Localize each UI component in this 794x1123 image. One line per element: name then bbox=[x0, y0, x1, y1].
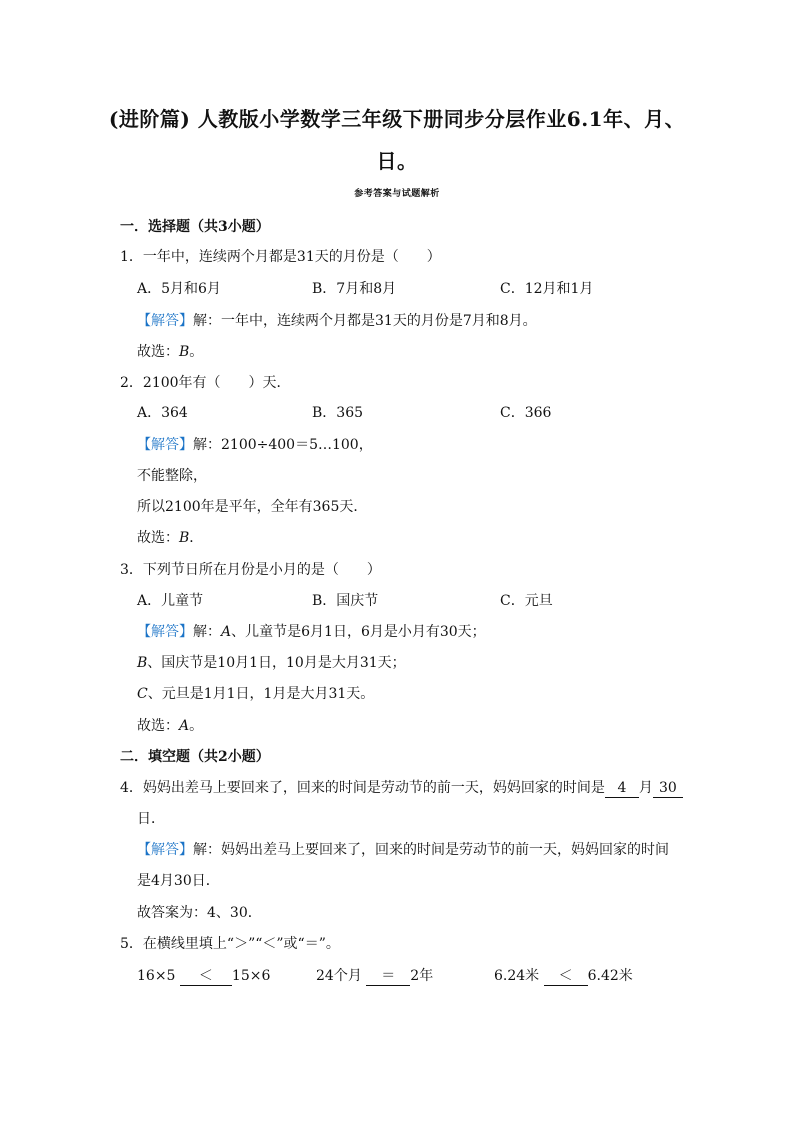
question-2-stem: 2．2100年有（ ）天． bbox=[120, 375, 291, 391]
question-4-stem bbox=[120, 778, 683, 798]
question-2-choice bbox=[137, 528, 203, 548]
question-1-option-a: A．5月和6月 bbox=[137, 281, 221, 297]
question-3-option-a: A．儿童节 bbox=[137, 593, 204, 609]
compare-left: 16×5 bbox=[137, 968, 176, 984]
question-3-answer-line-2 bbox=[137, 653, 406, 673]
compare-left: 24个月 bbox=[316, 968, 362, 984]
question-2-option-c: C．366 bbox=[500, 405, 552, 421]
compare-blank: ＜ bbox=[544, 967, 588, 986]
answer-item-letter: A bbox=[221, 624, 232, 640]
question-4-blank-day: 30 bbox=[653, 779, 683, 798]
question-4-stem-end: 日． bbox=[137, 811, 165, 827]
answer-tag: 【解答】 bbox=[137, 437, 193, 453]
question-3-answer-line-3 bbox=[137, 684, 374, 704]
question-5-item-2 bbox=[316, 966, 433, 986]
compare-right: 2年 bbox=[410, 968, 434, 984]
question-4-answer bbox=[137, 840, 669, 860]
choice-letter: B bbox=[179, 530, 190, 546]
choice-suffix: 。 bbox=[189, 344, 204, 360]
choice-suffix: 。 bbox=[189, 718, 204, 734]
question-5-stem: 5．在横线里填上“＞”“＜”或“＝”。 bbox=[120, 936, 340, 952]
question-4-final: 故答案为：4、30． bbox=[137, 905, 262, 921]
choice-prefix: 故选： bbox=[137, 344, 179, 360]
choice-prefix: 故选： bbox=[137, 530, 179, 546]
question-2-answer bbox=[137, 435, 373, 455]
question-2-option-b: B．365 bbox=[312, 405, 364, 421]
question-1-option-b: B．7月和8月 bbox=[312, 281, 397, 297]
document-subtitle: 参考答案与试题解析 bbox=[354, 189, 440, 199]
month-word: 月 bbox=[638, 780, 653, 796]
answer-text: 解：2100÷400＝5…100， bbox=[193, 437, 373, 453]
section-heading-fill: 二．填空题（共2小题） bbox=[120, 749, 270, 765]
question-2-option-a: A．364 bbox=[137, 405, 188, 421]
answer-prefix: 解： bbox=[193, 624, 221, 640]
section-heading-choice: 一．选择题（共3小题） bbox=[120, 219, 270, 235]
question-5-item-1 bbox=[137, 966, 270, 986]
question-1-choice bbox=[137, 342, 203, 362]
question-3-choice bbox=[137, 716, 203, 736]
answer-tag: 【解答】 bbox=[137, 313, 193, 329]
document-title: (进阶篇) 人教版小学数学三年级下册同步分层作业6.1年、月、日。 bbox=[108, 107, 686, 173]
choice-letter: A bbox=[179, 718, 190, 734]
question-1-answer bbox=[137, 311, 537, 331]
question-2-answer-line-2: 不能整除， bbox=[137, 468, 207, 484]
answer-tag: 【解答】 bbox=[137, 624, 193, 640]
answer-item-text: 、国庆节是10月1日，10月是大月31天； bbox=[147, 655, 406, 671]
question-2-answer-line-3: 所以2100年是平年，全年有365天． bbox=[137, 499, 368, 515]
answer-text: 解：妈妈出差马上要回来了，回来的时间是劳动节的前一天，妈妈回家的时间 bbox=[193, 842, 669, 858]
question-1-stem: 1．一年中，连续两个月都是31天的月份是（ ） bbox=[120, 249, 441, 265]
question-3-option-b: B．国庆节 bbox=[312, 593, 379, 609]
compare-left: 6.24米 bbox=[494, 968, 540, 984]
answer-item-letter: C bbox=[137, 686, 148, 702]
choice-prefix: 故选： bbox=[137, 718, 179, 734]
answer-tag: 【解答】 bbox=[137, 842, 193, 858]
choice-letter: B bbox=[179, 344, 190, 360]
question-3-stem: 3．下列节日所在月份是小月的是（ ） bbox=[120, 562, 381, 578]
question-3-option-c: C．元旦 bbox=[500, 593, 553, 609]
compare-right: 15×6 bbox=[231, 968, 271, 984]
question-1-option-c: C．12月和1月 bbox=[500, 281, 594, 297]
choice-suffix: ． bbox=[189, 530, 204, 546]
compare-right: 6.42米 bbox=[587, 968, 633, 984]
question-4-blank-month: 4 bbox=[605, 779, 639, 798]
answer-item-letter: B bbox=[137, 655, 148, 671]
question-4-stem-text: 4．妈妈出差马上要回来了，回来的时间是劳动节的前一天，妈妈回家的时间是 bbox=[120, 780, 605, 796]
question-5-item-3 bbox=[494, 966, 633, 986]
question-3-answer bbox=[137, 622, 486, 642]
answer-item-text: 、儿童节是6月1日，6月是小月有30天； bbox=[231, 624, 486, 640]
compare-blank: ＜ bbox=[180, 967, 232, 986]
question-4-answer-line-2: 是4月30日． bbox=[137, 873, 220, 889]
answer-text: 解：一年中，连续两个月都是31天的月份是7月和8月。 bbox=[193, 313, 537, 329]
answer-item-text: 、元旦是1月1日，1月是大月31天。 bbox=[147, 686, 375, 702]
compare-blank: ＝ bbox=[366, 967, 410, 986]
